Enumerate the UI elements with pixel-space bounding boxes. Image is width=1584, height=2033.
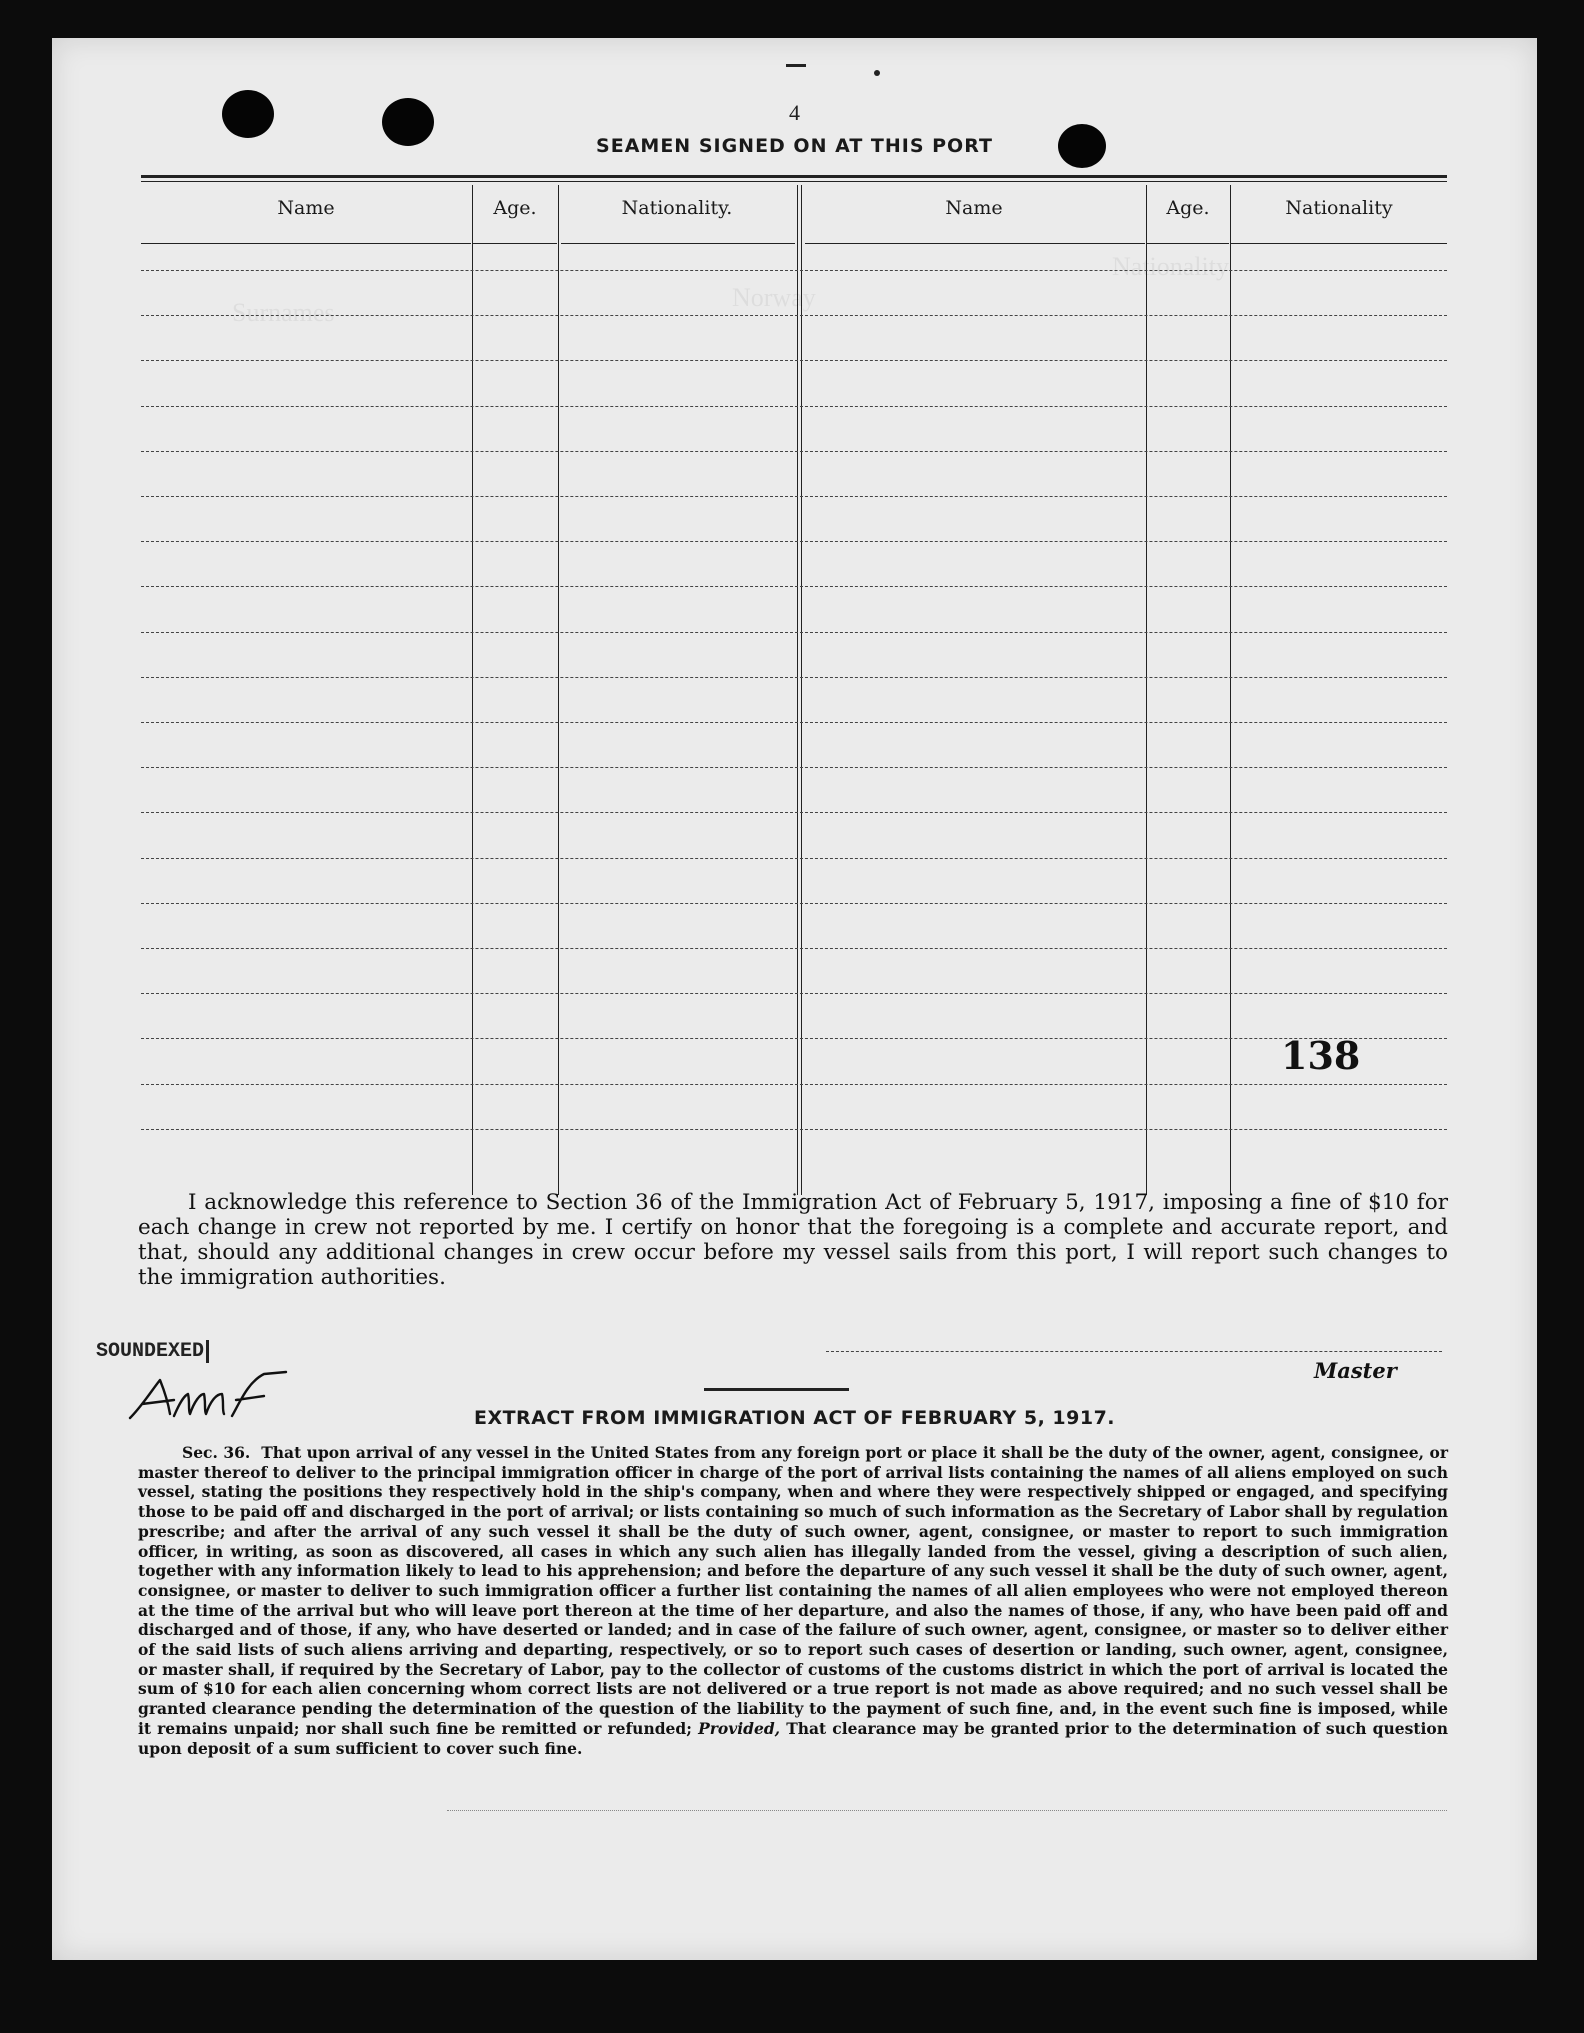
- table-row: [141, 903, 1447, 904]
- table-row: [141, 767, 1447, 768]
- soundexed-stamp: SOUNDEXED: [96, 1340, 209, 1363]
- master-label: Master: [1314, 1358, 1397, 1383]
- header-name-left: Name: [277, 197, 335, 219]
- header-underline: [805, 243, 1145, 244]
- master-signature-line: [826, 1351, 1442, 1352]
- table-row: [141, 677, 1447, 678]
- ink-dot: [874, 70, 880, 76]
- table-row: [141, 858, 1447, 859]
- column-divider: [797, 185, 798, 1195]
- header-age-right: Age.: [1166, 197, 1210, 219]
- table-row: [141, 315, 1447, 316]
- ink-mark: [786, 64, 806, 67]
- form-title: SEAMEN SIGNED ON AT THIS PORT: [596, 135, 993, 157]
- provided-word: Provided,: [698, 1718, 781, 1738]
- header-underline: [1231, 243, 1447, 244]
- column-divider: [1230, 185, 1231, 1195]
- section-rule: [704, 1388, 849, 1391]
- header-name-right: Name: [945, 197, 1003, 219]
- document-page: 4 SEAMEN SIGNED ON AT THIS PORT Name Age. Nationality. Name Age. Nationality 138 Nationality Norway Surnames I acknowledge this reference to Section 36 of the Immigration Act of February 5, 1917, imposing a fine of $10 for each change in crew not reported by me. I certify on honor that the foregoing is a complete and accurate report, and that, should any additional changes in crew occur before my vessel sails from this port, I will report such changes to the immigration authorities. SOUNDEXED Master EXTRACT FROM IMMIGRATION ACT OF FEBRUARY 5, 1917. Sec. 36. That upon arrival of any vessel in the United States from any foreign port or place it shall be the duty of the owner, agent, consignee, or master thereof to deliver to the principal immigration officer in charge of the port of arrival lists containing the names of all aliens employed on such vessel, stating the positions they respectively hold in the ship's company, when and where they were respectively shipped or engaged, and specifying those to be paid off and discharged in the port of arrival; or lists containing so much of such information as the Secretary of Labor shall by regulation prescribe; and after the arrival of any such vessel it shall be the duty of such owner, agent, consignee, or master to report to such immigration officer, in writing, as soon as discovered, all cases in which any such alien has illegally landed from the vessel, giving a description of such alien, together with any information likely to lead to his apprehension; and before the departure of any such vessel it shall be the duty of such owner, agent, consignee, or master to deliver to such immigration officer a further list containing the names of all alien employees who were not employed thereon at the time of the arrival but who will leave port thereon at the time of her departure, and also the names of those, if any, who have been paid off and discharged and of those, if any, who have deserted or landed; and in case of the failure of such owner, agent, consignee, or master so to deliver either of the said lists of such aliens arriving and departing, respectively, or so to report such cases of desertion or landing, such owner, agent, consignee, or master shall, if required by the Secretary of Labor, pay to the collector of customs of the customs district in which the port of arrival is located the sum of $10 for each alien concerning whom correct lists are not delivered or a true report is not made as above required; and no such vessel shall be granted clearance pending the determination of the question of the liability to the payment of such fine, and, in the event such fine is imposed, while it remains unpaid; nor shall such fine be remitted or refunded; Provided, That clearance may be granted prior to the determination of such question upon deposit of a sum sufficient to cover such fine.: [52, 38, 1537, 1960]
- header-underline: [473, 243, 557, 244]
- table-row: [141, 406, 1447, 407]
- crew-table: [141, 185, 1447, 1195]
- header-underline: [141, 243, 471, 244]
- header-underline: [1147, 243, 1229, 244]
- table-row: [141, 1129, 1447, 1130]
- section-text-end: That clearance may be granted prior to the determination of such question upon deposit of a sum sufficient to cover such fine.: [138, 1718, 1448, 1758]
- header-nationality-right: Nationality: [1285, 197, 1393, 219]
- header-age-left: Age.: [493, 197, 537, 219]
- header-nationality-left: Nationality.: [621, 197, 733, 219]
- column-divider: [801, 185, 802, 1195]
- table-row: [141, 360, 1447, 361]
- section-number: Sec. 36.: [182, 1443, 251, 1462]
- table-row: [141, 1084, 1447, 1085]
- column-divider: [558, 185, 559, 1195]
- column-divider: [1146, 185, 1147, 1195]
- section-text: That upon arrival of any vessel in the United States from any foreign port or place it shall be the duty of the owner, agent, consignee, or master thereof to deliver to the principal immigration officer in charge of the port of arrival lists containing the names of all aliens employed on such vessel, stating the positions they respectively hold in the ship's company, when and where they were respectively shipped or engaged, and specifying those to be paid off and discharged in the port of arrival; or lists containing so much of such information as the Secretary of Labor shall by regulation prescribe; and after the arrival of any such vessel it shall be the duty of such owner, agent, consignee, or master to report to such immigration officer, in writing, as soon as discovered, all cases in which any such alien has illegally landed from the vessel, giving a description of such alien, together with any information likely to lead to his apprehension; and before the departure of any such vessel it shall be the duty of such owner, agent, consignee, or master to deliver to such immigration officer a further list containing the names of all alien employees who were not employed thereon at the time of the arrival but who will leave port thereon at the time of her departure, and also the names of those, if any, who have been paid off and discharged and of those, if any, who have deserted or landed; and in case of the failure of such owner, agent, consignee, or master so to deliver either of the said lists of such aliens arriving and departing, respectively, or so to report such cases of desertion or landing, such owner, agent, consignee, or master shall, if required by the Secretary of Labor, pay to the collector of customs of the customs district in which the port of arrival is located the sum of $10 for each alien concerning whom correct lists are not delivered or a true report is not made as above required; and no such vessel shall be granted clearance pending the determination of the question of the liability to the payment of such fine, and, in the event such fine is imposed, while it remains unpaid; nor shall such fine be remitted or refunded;: [138, 1443, 1448, 1738]
- table-row: [141, 632, 1447, 633]
- table-row: [141, 948, 1447, 949]
- column-divider: [472, 185, 473, 1195]
- table-row: [141, 541, 1447, 542]
- table-row: [141, 586, 1447, 587]
- title-rule: [141, 175, 1447, 178]
- acknowledgement-paragraph: I acknowledge this reference to Section 36 of the Immigration Act of February 5, 1917, imposing a fine of $10 for each change in crew not reported by me. I certify on honor that the foregoing is a complete and accurate report, and that, should any additional changes in crew occur before my vessel sails from this port, I will report such changes to the immigration authorities.: [138, 1190, 1448, 1290]
- table-row: [141, 993, 1447, 994]
- extract-title: EXTRACT FROM IMMIGRATION ACT OF FEBRUARY 5, 1917.: [473, 1407, 1116, 1429]
- table-row: [141, 451, 1447, 452]
- title-rule: [141, 181, 1447, 182]
- table-row: [141, 812, 1447, 813]
- table-row: [141, 270, 1447, 271]
- page-number: 4: [789, 100, 800, 125]
- table-row: [141, 722, 1447, 723]
- table-row: [141, 496, 1447, 497]
- extract-section-36: [138, 1443, 1448, 1758]
- stamped-number: 138: [1281, 1033, 1361, 1078]
- header-underline: [561, 243, 795, 244]
- bottom-rule: [447, 1810, 1447, 1811]
- table-row: [141, 1038, 1447, 1039]
